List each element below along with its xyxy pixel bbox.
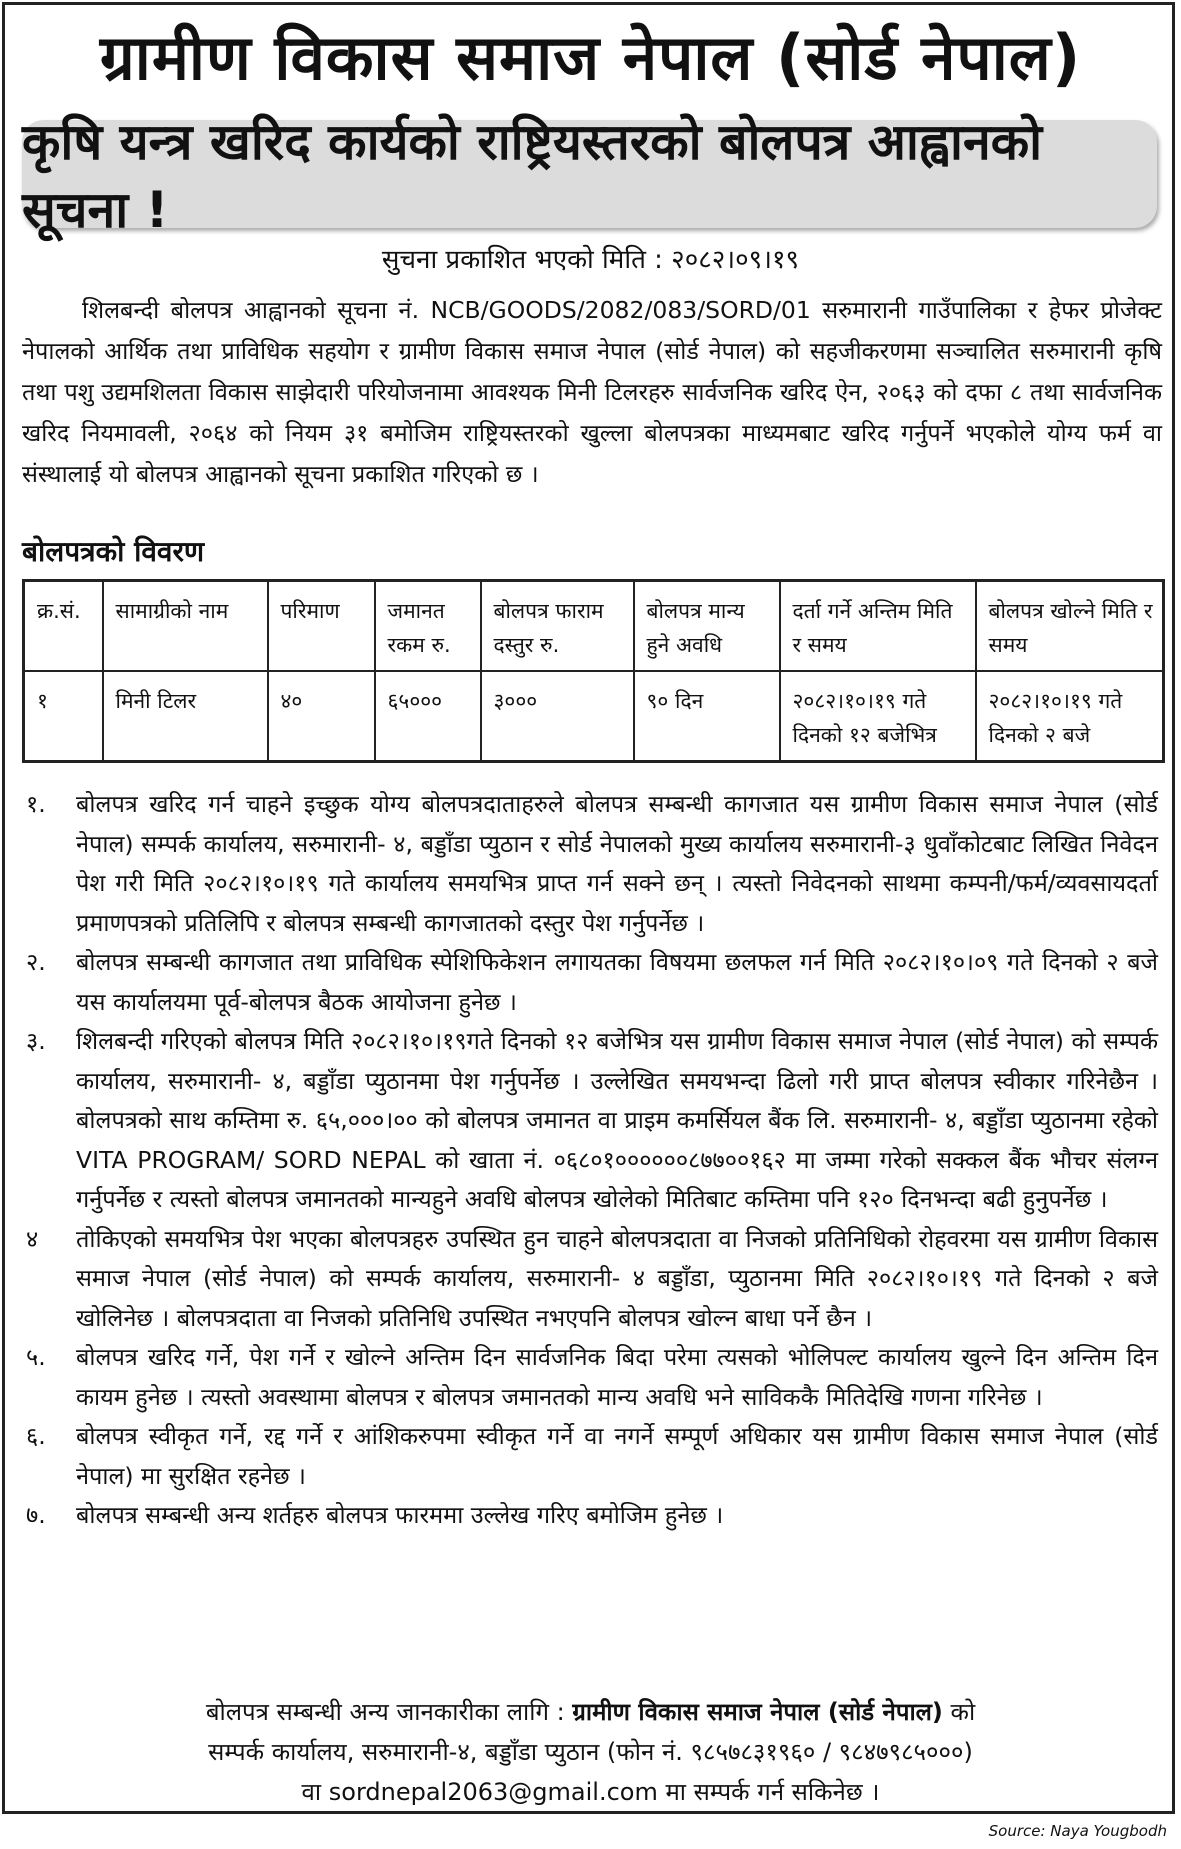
item-text: बोलपत्र स्वीकृत गर्ने, रद्द गर्ने र आंशिकरुपमा स्वीकृत गर्ने वा नगर्ने सम्पूर्ण अधिकार यस ग्रामीण विकास समाज नेपाल (सोर्ड नेपाल) मा सुरक्षित रहनेछ । bbox=[76, 1422, 1158, 1490]
details-heading: बोलपत्रको विवरण bbox=[22, 535, 205, 568]
item-text: शिलबन्दी गरिएको बोलपत्र मिति २०८२।१०।१९गते दिनको १२ बजेभित्र यस ग्रामीण विकास समाज नेपाल (सोर्ड नेपाल) को सम्पर्क कार्यालय, सरुमारानी- ४, बड्डाँडा प्युठानमा पेश गर्नुपर्नेछ । उल्लेखित समयभन्दा ढिलो गरी प्राप्त बोलपत्र स्वीकार गरिनेछैन । बोलपत्रको साथ कम्तिमा रु. ६५,०००।०० को बोलपत्र जमानत वा प्राइम कमर्सियल बैंक लि. सरुमारानी- ४, बड्डाँडा प्युठानमा रहेको VITA PROGRAM/ SORD NEPAL को खाता नं. ०६८०१००००००८७७००१६२ मा जम्मा गरेको सक्कल बैंक भौचर संलग्न गर्नुपर्नेछ र त्यस्तो बोलपत्र जमानतको मान्यहुने अवधि बोलपत्र खोलेको मितिबाट कम्तिमा पनि १२० दिनभन्दा बढी हुनुपर्नेछ । bbox=[76, 1027, 1158, 1213]
item-number: १. bbox=[26, 790, 46, 818]
item-text: तोकिएको समयभित्र पेश भएका बोलपत्रहरु उपस्थित हुन चाहने बोलपत्रदाता वा निजको प्रतिनिधिको रोहवरमा यस ग्रामीण विकास समाज नेपाल (सोर्ड नेपाल) को सम्पर्क कार्यालय, सरुमारानी- ४ बड्डाँडा, प्युठानमा मिति २०८२।१०।१९ गते दिनको २ बजे खोलिनेछ । बोलपत्रदाता वा निजको प्रतिनिधि उपस्थित नभएपनि बोलपत्र खोल्न बाधा पर्ने छैन । bbox=[76, 1224, 1158, 1332]
notice-banner bbox=[22, 113, 1157, 239]
table-row bbox=[24, 671, 1164, 762]
list-item bbox=[22, 1496, 1162, 1536]
item-text: बोलपत्र खरिद गर्न चाहने इच्छुक योग्य बोलपत्रदाताहरुले बोलपत्र सम्बन्धी कागजात यस ग्रामीण विकास समाज नेपाल (सोर्ड नेपाल) सम्पर्क कार्यालय, सरुमारानी- ४, बड्डाँडा प्युठान र सोर्ड नेपालको मुख्य कार्यालय सरुमारानी-३ धुवाँकोटबाट लिखित निवेदन पेश गरी मिति २०८२।१०।१९ गते कार्यालय समयभित्र प्राप्त गर्न सक्ने छन् । त्यस्तो निवेदनको साथमा कम्पनी/फर्म/व्यवसायदर्ता प्रमाणपत्रको प्रतिलिपि र बोलपत्र सम्बन्धी कागजातको दस्तुर पेश गर्नुपर्नेछ । bbox=[76, 790, 1158, 937]
terms-list bbox=[22, 785, 1162, 1536]
table-header: परिमाण bbox=[268, 581, 375, 672]
list-item bbox=[22, 1417, 1162, 1496]
source-credit: Source: Naya Yougbodh bbox=[988, 1822, 1167, 1840]
item-number: २. bbox=[26, 948, 46, 976]
notice-subtitle: कृषि यन्त्र खरिद कार्यको राष्ट्रियस्तरको बोलपत्र आह्वानको सूचना ! bbox=[22, 113, 1043, 239]
item-number: ७. bbox=[26, 1501, 46, 1529]
publish-date: सुचना प्रकाशित भएको मिति : २०८२।०९।१९ bbox=[381, 245, 800, 275]
table-cell: २०८२।१०।१९ गते दिनको २ बजे bbox=[976, 671, 1164, 762]
table-cell: १ bbox=[24, 671, 103, 762]
item-number: ४ bbox=[26, 1224, 39, 1253]
table-header: सामाग्रीको नाम bbox=[103, 581, 268, 672]
contact-suffix: को bbox=[942, 1698, 976, 1726]
intro-paragraph: शिलबन्दी बोलपत्र आह्वानको सूचना नं. NCB/GOODS/2082/083/SORD/01 सरुमारानी गाउँपालिका र हेफर प्रोजेक्ट नेपालको आर्थिक तथा प्राविधिक सहयोग र ग्रामीण विकास समाज नेपाल (सोर्ड नेपाल) को सहजीकरणमा सञ्चालित सरुमारानी कृषि तथा पशु उद्यमशिलता विकास साझेदारी परियोजनामा आवश्यक मिनी टिलरहरु सार्वजनिक खरिद ऐन, २०६३ को दफा ८ तथा सार्वजनिक खरिद नियमावली, २०६४ को नियम ३१ बमोजिम राष्ट्रियस्तरको खुल्ला बोलपत्रका माध्यमबाट खरिद गर्नुपर्ने भएकोले योग्य फर्म वा संस्थालाई यो बोलपत्र आह्वानको सूचना प्रकाशित गरिएको छ । bbox=[22, 296, 1162, 488]
item-number: ६. bbox=[26, 1422, 46, 1450]
contact-email: sordnepal2063@gmail.com bbox=[328, 1778, 658, 1806]
list-item bbox=[22, 1338, 1162, 1417]
contact-org: ग्रामीण विकास समाज नेपाल (सोर्ड नेपाल) bbox=[572, 1698, 943, 1726]
list-item bbox=[22, 785, 1162, 943]
table-cell: ६५००० bbox=[375, 671, 481, 762]
table-cell: ४० bbox=[268, 671, 375, 762]
list-item bbox=[22, 1022, 1162, 1220]
contact-info bbox=[0, 1692, 1181, 1812]
list-item bbox=[22, 943, 1162, 1022]
table-header: दर्ता गर्ने अन्तिम मिति र समय bbox=[780, 581, 976, 672]
item-number: ३. bbox=[26, 1027, 46, 1055]
item-number: ५. bbox=[26, 1343, 46, 1371]
item-text: बोलपत्र खरिद गर्ने, पेश गर्ने र खोल्ने अन्तिम दिन सार्वजनिक बिदा परेमा त्यसको भोलिपल्ट कार्यालय खुल्ने दिन अन्तिम दिन कायम हुनेछ । त्यस्तो अवस्थामा बोलपत्र र बोलपत्र जमानतको मान्य अवधि भने साविककै मितिदेखि गणना गरिनेछ । bbox=[76, 1343, 1158, 1411]
table-cell: मिनी टिलर bbox=[103, 671, 268, 762]
table-header: बोलपत्र फाराम दस्तुर रु. bbox=[481, 581, 634, 672]
bid-details-table bbox=[22, 579, 1165, 763]
contact-or: वा bbox=[301, 1778, 329, 1806]
table-header: जमानत रकम रु. bbox=[375, 581, 481, 672]
table-header: क्र.सं. bbox=[24, 581, 103, 672]
table-cell: ३००० bbox=[481, 671, 634, 762]
org-title: ग्रामीण विकास समाज नेपाल (सोर्ड नेपाल) bbox=[99, 21, 1082, 94]
contact-address: सम्पर्क कार्यालय, सरुमारानी-४, बड्डाँडा प्युठान (फोन नं. ९८५७८३१९६० / ९८४७९८५०००) bbox=[208, 1738, 973, 1766]
table-header: बोलपत्र खोल्ने मिति र समय bbox=[976, 581, 1164, 672]
item-text: बोलपत्र सम्बन्धी कागजात तथा प्राविधिक स्पेशिफिकेशन लगायतका विषयमा छलफल गर्न मिति २०८२।१०।०९ गते दिनको २ बजे यस कार्यालयमा पूर्व-बोलपत्र बैठक आयोजना हुनेछ । bbox=[76, 948, 1158, 1016]
table-cell: ९० दिन bbox=[634, 671, 780, 762]
contact-closing: मा सम्पर्क गर्न सकिनेछ । bbox=[657, 1778, 880, 1806]
table-header-row bbox=[24, 581, 1164, 672]
list-item bbox=[22, 1220, 1162, 1339]
contact-prefix: बोलपत्र सम्बन्धी अन्य जानकारीका लागि : bbox=[205, 1698, 573, 1726]
item-text: बोलपत्र सम्बन्धी अन्य शर्तहरु बोलपत्र फारममा उल्लेख गरिए बमोजिम हुनेछ । bbox=[76, 1501, 724, 1529]
table-header: बोलपत्र मान्य हुने अवधि bbox=[634, 581, 780, 672]
table-cell: २०८२।१०।१९ गते दिनको १२ बजेभित्र bbox=[780, 671, 976, 762]
